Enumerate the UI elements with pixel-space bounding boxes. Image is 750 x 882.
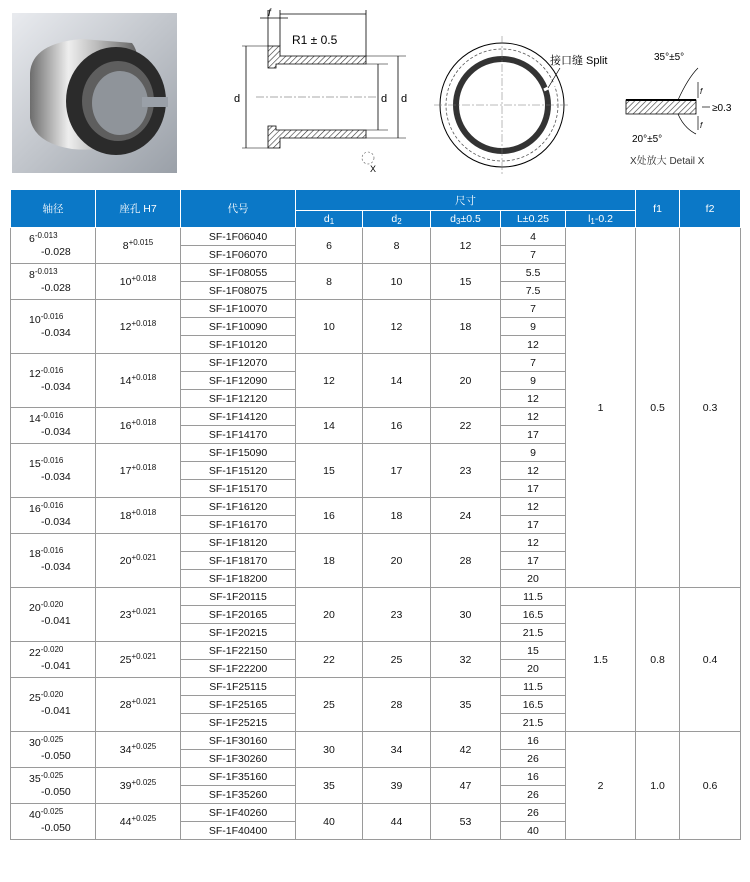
part-code-cell: SF-1F10070 (181, 300, 296, 318)
length-cell: 16.5 (501, 606, 566, 624)
part-code-cell: SF-1F22150 (181, 642, 296, 660)
housing-bore-cell: $10^{+0.018}$ (96, 264, 181, 300)
part-code-cell: SF-1F16120 (181, 498, 296, 516)
d3-cell: 32 (431, 642, 501, 678)
length-cell: 16 (501, 768, 566, 786)
length-cell: 26 (501, 750, 566, 768)
part-code-cell: SF-1F40260 (181, 804, 296, 822)
d1-cell: 20 (296, 588, 363, 642)
part-code-cell: SF-1F12120 (181, 390, 296, 408)
d3-cell: 20 (431, 354, 501, 408)
d2-cell: 34 (363, 732, 431, 768)
housing-bore-cell: $20^{+0.021}$ (96, 534, 181, 588)
part-code-cell: SF-1F25115 (181, 678, 296, 696)
header-shaft: 轴径 (11, 190, 96, 228)
d3-cell: 22 (431, 408, 501, 444)
part-code-cell: SF-1F15170 (181, 480, 296, 498)
f2-cell: 0.3 (680, 228, 741, 588)
l1-cell: 1 (566, 228, 636, 588)
length-cell: 20 (501, 570, 566, 588)
d2-cell: 16 (363, 408, 431, 444)
table-row (11, 588, 741, 606)
header-f1: f1 (636, 190, 680, 228)
length-cell: 7.5 (501, 282, 566, 300)
f2-cell: 0.4 (680, 588, 741, 732)
svg-text:d: d (234, 93, 241, 105)
d2-cell: 23 (363, 588, 431, 642)
bushing-photo (12, 13, 177, 173)
d3-cell: 15 (431, 264, 501, 300)
d3-cell: 23 (431, 444, 501, 498)
length-cell: 26 (501, 804, 566, 822)
part-code-cell: SF-1F06040 (181, 228, 296, 246)
header-figures (0, 0, 750, 185)
housing-bore-cell: $44^{+0.025}$ (96, 804, 181, 840)
d2-cell: 25 (363, 642, 431, 678)
header-housing: 座孔 H7 (96, 190, 181, 228)
header-d1: $d_1$ (296, 211, 363, 228)
length-cell: 12 (501, 498, 566, 516)
length-cell: 16 (501, 732, 566, 750)
part-code-cell: SF-1F18170 (181, 552, 296, 570)
d1-cell: 12 (296, 354, 363, 408)
shaft-diameter-cell: $12^{-0.016}$ -0.034 (11, 354, 96, 408)
header-f2: f2 (680, 190, 741, 228)
d3-cell: 35 (431, 678, 501, 732)
d1-cell: 40 (296, 804, 363, 840)
length-cell: 17 (501, 426, 566, 444)
part-code-cell: SF-1F20165 (181, 606, 296, 624)
part-code-cell: SF-1F10090 (181, 318, 296, 336)
length-cell: 11.5 (501, 588, 566, 606)
table-row (11, 228, 741, 246)
l1-cell: 1.5 (566, 588, 636, 732)
length-cell: 17 (501, 516, 566, 534)
length-cell: 15 (501, 642, 566, 660)
svg-text:f: f (268, 8, 271, 19)
shaft-diameter-cell: $18^{-0.016}$ -0.034 (11, 534, 96, 588)
part-code-cell: SF-1F10120 (181, 336, 296, 354)
housing-bore-cell: $23^{+0.021}$ (96, 588, 181, 642)
d1-cell: 25 (296, 678, 363, 732)
part-code-cell: SF-1F06070 (181, 246, 296, 264)
length-cell: 9 (501, 444, 566, 462)
d1-cell: 6 (296, 228, 363, 264)
svg-text:d: d (401, 93, 408, 105)
housing-bore-cell: $28^{+0.021}$ (96, 678, 181, 732)
d1-cell: 14 (296, 408, 363, 444)
table-body (11, 228, 741, 840)
part-code-cell: SF-1F08075 (181, 282, 296, 300)
d1-cell: 10 (296, 300, 363, 354)
housing-bore-cell: $14^{+0.018}$ (96, 354, 181, 408)
part-code-cell: SF-1F30160 (181, 732, 296, 750)
length-cell: 12 (501, 534, 566, 552)
part-code-cell: SF-1F12070 (181, 354, 296, 372)
length-cell: 17 (501, 552, 566, 570)
d2-cell: 44 (363, 804, 431, 840)
part-code-cell: SF-1F22200 (181, 660, 296, 678)
housing-bore-cell: $8^{+0.015}$ (96, 228, 181, 264)
part-code-cell: SF-1F20115 (181, 588, 296, 606)
housing-bore-cell: $25^{+0.021}$ (96, 642, 181, 678)
f1-cell: 1.0 (636, 732, 680, 840)
part-code-cell: SF-1F18200 (181, 570, 296, 588)
shaft-diameter-cell: $15^{-0.016}$ -0.034 (11, 444, 96, 498)
part-code-cell: SF-1F15090 (181, 444, 296, 462)
header-L: L±0.25 (501, 211, 566, 228)
part-code-cell: SF-1F14170 (181, 426, 296, 444)
d3-cell: 24 (431, 498, 501, 534)
svg-text:X处放大 Detail X: X处放大 Detail X (630, 156, 705, 167)
length-cell: 5.5 (501, 264, 566, 282)
length-cell: 7 (501, 354, 566, 372)
d3-cell: 18 (431, 300, 501, 354)
d2-cell: 14 (363, 354, 431, 408)
table-row (11, 732, 741, 750)
shaft-diameter-cell: $22^{-0.020}$ -0.041 (11, 642, 96, 678)
part-code-cell: SF-1F25215 (181, 714, 296, 732)
shaft-diameter-cell: $14^{-0.016}$ -0.034 (11, 408, 96, 444)
length-cell: 21.5 (501, 624, 566, 642)
d1-cell: 22 (296, 642, 363, 678)
svg-text:f: f (700, 121, 703, 130)
length-cell: 21.5 (501, 714, 566, 732)
d2-cell: 39 (363, 768, 431, 804)
d1-cell: 8 (296, 264, 363, 300)
f2-cell: 0.6 (680, 732, 741, 840)
length-cell: 20 (501, 660, 566, 678)
part-code-cell: SF-1F35160 (181, 768, 296, 786)
d2-cell: 10 (363, 264, 431, 300)
shaft-diameter-cell: $25^{-0.020}$ -0.041 (11, 678, 96, 732)
header-d2: $d_2$ (363, 211, 431, 228)
shaft-diameter-cell: $8^{-0.013}$ -0.028 (11, 264, 96, 300)
d3-cell: 30 (431, 588, 501, 642)
length-cell: 17 (501, 480, 566, 498)
part-code-cell: SF-1F15120 (181, 462, 296, 480)
d2-cell: 12 (363, 300, 431, 354)
d1-cell: 35 (296, 768, 363, 804)
shaft-diameter-cell: $16^{-0.016}$ -0.034 (11, 498, 96, 534)
d1-cell: 15 (296, 444, 363, 498)
shaft-diameter-cell: $40^{-0.025}$ -0.050 (11, 804, 96, 840)
part-code-cell: SF-1F35260 (181, 786, 296, 804)
part-code-cell: SF-1F14120 (181, 408, 296, 426)
svg-text:接口缝 Split: 接口缝 Split (550, 55, 608, 67)
housing-bore-cell: $17^{+0.018}$ (96, 444, 181, 498)
length-cell: 4 (501, 228, 566, 246)
length-cell: 9 (501, 318, 566, 336)
header-dims: 尺寸 (296, 190, 636, 211)
d2-cell: 17 (363, 444, 431, 498)
l1-cell: 2 (566, 732, 636, 840)
d3-cell: 12 (431, 228, 501, 264)
header-l1: $l_1-0.2$ (566, 211, 636, 228)
f1-cell: 0.5 (636, 228, 680, 588)
d3-cell: 53 (431, 804, 501, 840)
shaft-diameter-cell: $20^{-0.020}$ -0.041 (11, 588, 96, 642)
housing-bore-cell: $12^{+0.018}$ (96, 300, 181, 354)
part-code-cell: SF-1F18120 (181, 534, 296, 552)
f1-cell: 0.8 (636, 588, 680, 732)
header-d3: $d_3\pm 0.5$ (431, 211, 501, 228)
part-code-cell: SF-1F08055 (181, 264, 296, 282)
d3-cell: 28 (431, 534, 501, 588)
shaft-diameter-cell: $6^{-0.013}$ -0.028 (11, 228, 96, 264)
part-code-cell: SF-1F16170 (181, 516, 296, 534)
length-cell: 12 (501, 336, 566, 354)
length-cell: 7 (501, 300, 566, 318)
length-cell: 26 (501, 786, 566, 804)
d1-cell: 30 (296, 732, 363, 768)
housing-bore-cell: $39^{+0.025}$ (96, 768, 181, 804)
length-cell: 7 (501, 246, 566, 264)
shaft-diameter-cell: $10^{-0.016}$ -0.034 (11, 300, 96, 354)
part-code-cell: SF-1F20215 (181, 624, 296, 642)
svg-text:20°±5°: 20°±5° (632, 134, 663, 145)
length-cell: 12 (501, 462, 566, 480)
d2-cell: 28 (363, 678, 431, 732)
length-cell: 12 (501, 390, 566, 408)
svg-text:35°±5°: 35°±5° (654, 52, 685, 63)
part-code-cell: SF-1F25165 (181, 696, 296, 714)
d2-cell: 18 (363, 498, 431, 534)
d2-cell: 8 (363, 228, 431, 264)
part-code-cell: SF-1F12090 (181, 372, 296, 390)
header-code: 代号 (181, 190, 296, 228)
d1-cell: 16 (296, 498, 363, 534)
length-cell: 11.5 (501, 678, 566, 696)
housing-bore-cell: $34^{+0.025}$ (96, 732, 181, 768)
detail-x-diagram (618, 38, 748, 178)
bushing-section-diagram (228, 6, 418, 182)
housing-bore-cell: $16^{+0.018}$ (96, 408, 181, 444)
part-code-cell: SF-1F30260 (181, 750, 296, 768)
d1-cell: 18 (296, 534, 363, 588)
specification-table (10, 189, 741, 840)
housing-bore-cell: $18^{+0.018}$ (96, 498, 181, 534)
d3-cell: 47 (431, 768, 501, 804)
svg-text:d: d (381, 93, 388, 105)
length-cell: 9 (501, 372, 566, 390)
length-cell: 16.5 (501, 696, 566, 714)
svg-text:f: f (700, 87, 703, 96)
length-cell: 12 (501, 408, 566, 426)
d2-cell: 20 (363, 534, 431, 588)
length-cell: 40 (501, 822, 566, 840)
shaft-diameter-cell: $35^{-0.025}$ -0.050 (11, 768, 96, 804)
shaft-diameter-cell: $30^{-0.025}$ -0.050 (11, 732, 96, 768)
d3-cell: 42 (431, 732, 501, 768)
bushing-end-view-diagram (432, 30, 622, 180)
svg-text:X: X (370, 164, 377, 174)
svg-text:R1 ± 0.5: R1 ± 0.5 (292, 33, 338, 47)
part-code-cell: SF-1F40400 (181, 822, 296, 840)
svg-text:≥0.3: ≥0.3 (712, 103, 732, 114)
